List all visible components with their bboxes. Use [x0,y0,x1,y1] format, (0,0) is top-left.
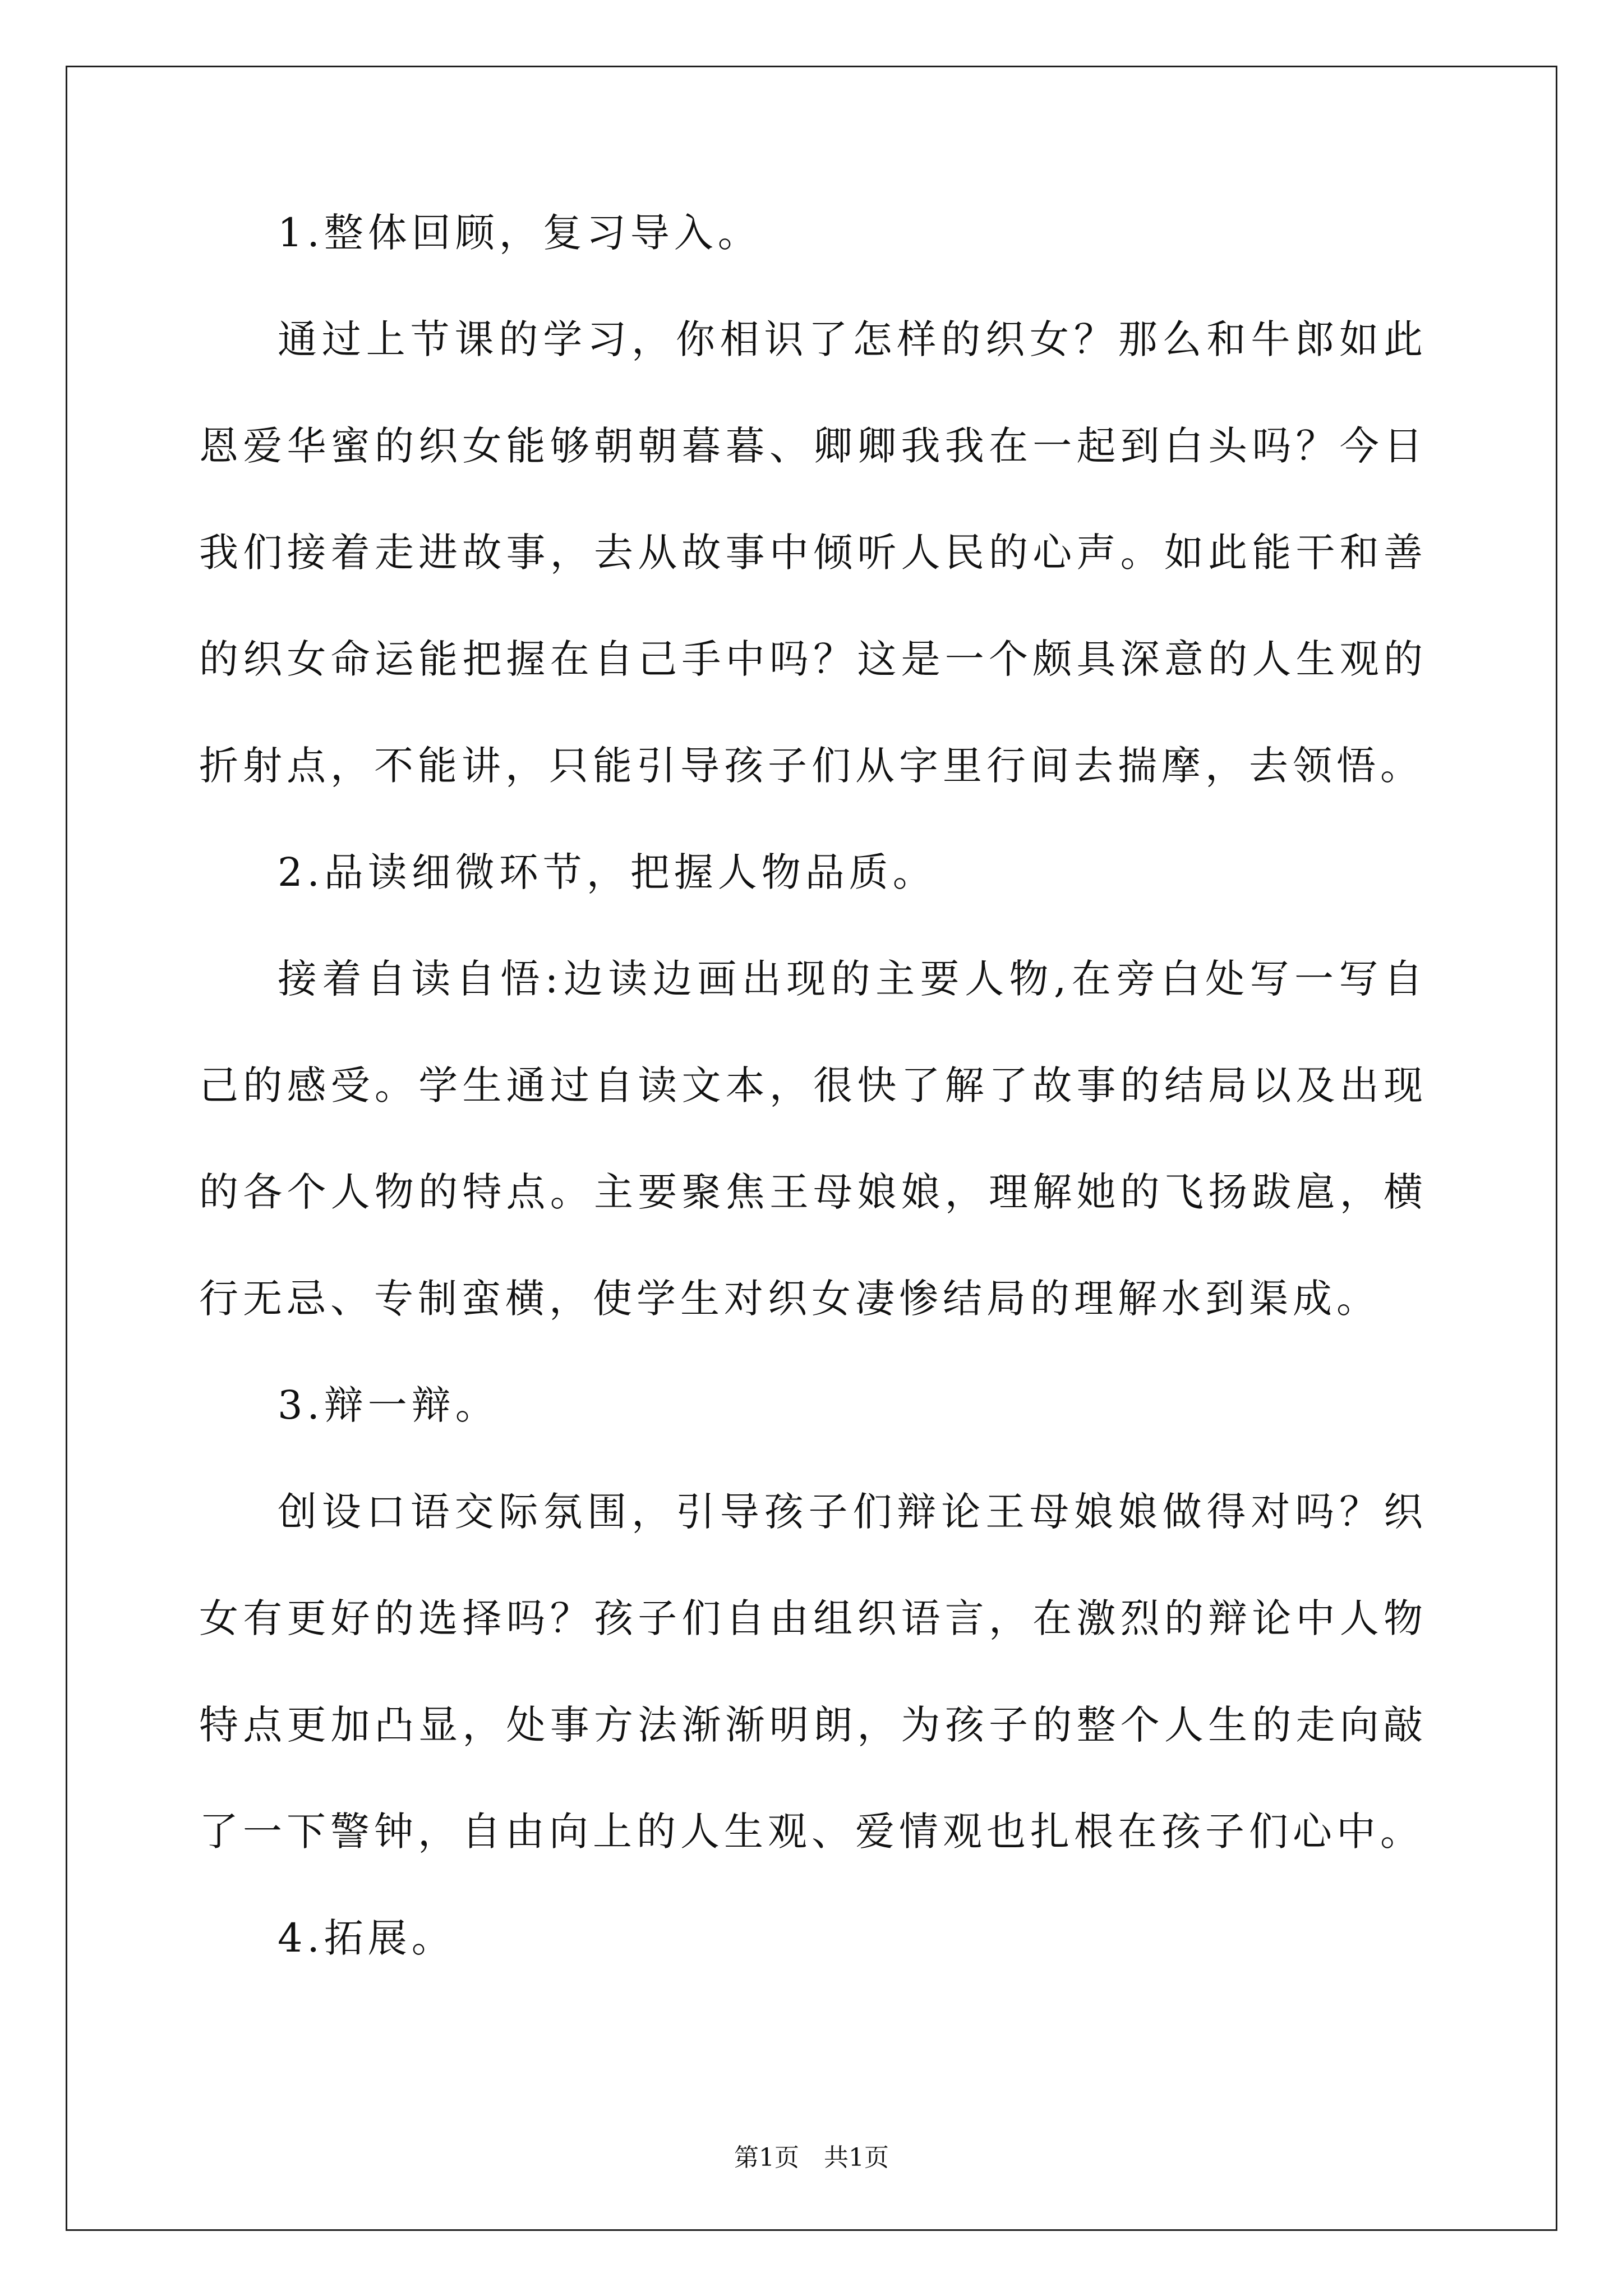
paragraph-2: 接着自读自悟:边读边画出现的主要人物,在旁白处写一写自己的感受。学生通过自读文本，很快了解了故事的结局以及出现的各个人物的特点。主要聚焦王母娘娘，理解她的飞扬跋扈，横行无忌、专制蛮横，使学生对织女凄惨结局的理解水到渠成。 [199,956,1427,1322]
paragraph-3: 创设口语交际氛围，引导孩子们辩论王母娘娘做得对吗？织女有更好的选择吗？孩子们自由组织语言，在激烈的辩论中人物特点更加凸显，处事方法渐渐明朗，为孩子的整个人生的走向敲了一下警钟，自由向上的人生观、爱情观也扎根在孩子们心中。 [199,1489,1427,1855]
page-number-footer: 第1页 共1页 [734,2143,889,2172]
section-heading-3: 3.辩一辩。 [278,1382,499,1428]
paragraph-1: 通过上节课的学习，你相识了怎样的织女？那么和牛郎如此恩爱华蜜的织女能够朝朝暮暮、卿卿我我在一起到白头吗？今日我们接着走进故事，去从故事中倾听人民的心声。如此能干和善的织女命运能把握在自己手中吗？这是一个颇具深意的人生观的折射点，不能讲，只能引导孩子们从字里行间去揣摩，去领悟。 [199,316,1427,789]
section-heading-4: 4.拓展。 [278,1915,455,1961]
document-body [199,180,1427,1991]
section-heading-1: 1.整体回顾，复习导入。 [278,210,762,256]
section-heading-2: 2.品读细微环节，把握人物品质。 [278,849,937,895]
